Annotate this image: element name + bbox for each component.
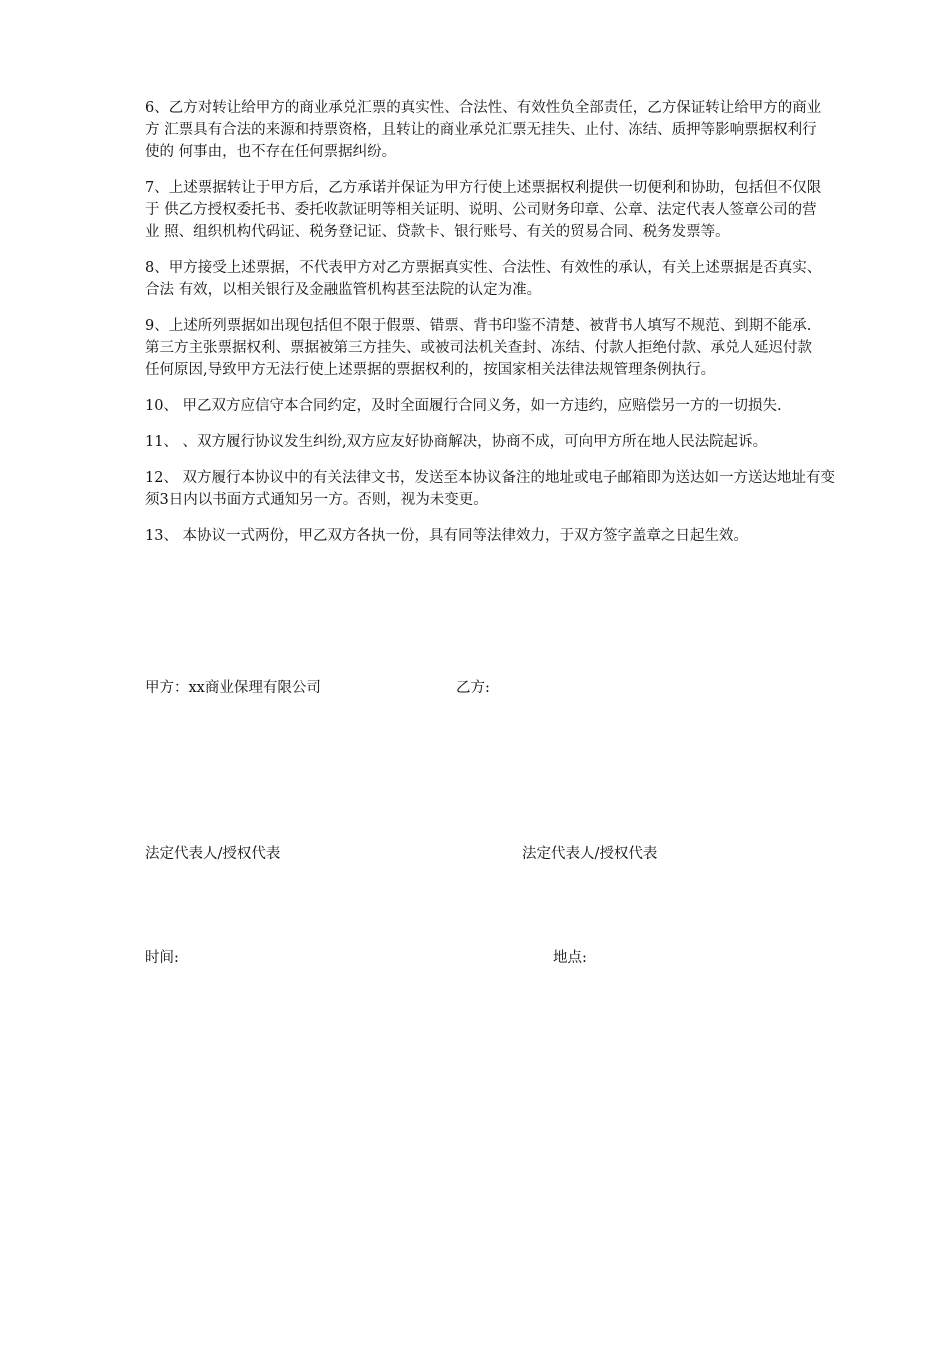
- clause-line: 11、 、双方履行协议发生纠纷,双方应友好协商解决，协商不成，可向甲方所在地人民法院起诉。: [145, 434, 768, 450]
- party-a-representative-label: 法定代表人/授权代表: [145, 846, 281, 862]
- clause-9: [145, 315, 950, 381]
- party-b-representative-label: 法定代表人/授权代表: [522, 846, 658, 862]
- clause-line: 8、甲方接受上述票据，不代表甲方对乙方票据真实性、合法性、有效性的承认，有关上述票据是否真实、: [145, 260, 822, 276]
- clause-line: 使的 何事由，也不存在任何票据纠纷。: [145, 144, 397, 160]
- clause-line: 13、 本协议一式两份，甲乙双方各执一份，具有同等法律效力，于双方签字盖章之日起生效。: [145, 528, 749, 544]
- party-b-label: 乙方:: [456, 680, 490, 696]
- clause-line: 6、乙方对转让给甲方的商业承兑汇票的真实性、合法性、有效性负全部责任，乙方保证转让给甲方的商业: [145, 100, 822, 116]
- clause-11: [145, 431, 950, 453]
- clause-list: [145, 97, 950, 561]
- clause-line: 10、 甲乙双方应信守本合同约定，及时全面履行合同义务，如一方违约，应赔偿另一方的一切损失.: [145, 398, 782, 414]
- clause-line: 方 汇票具有合法的来源和持票资格，且转让的商业承兑汇票无挂失、止付、冻结、质押等影响票据权利行: [145, 122, 817, 138]
- clause-line: 12、 双方履行本协议中的有关法律文书，发送至本协议备注的地址或电子邮箱即为送达如一方送达地址有变: [145, 470, 836, 486]
- clause-line: 7、上述票据转让于甲方后，乙方承诺并保证为甲方行使上述票据权利提供一切便利和协助，包括但不仅限: [145, 180, 822, 196]
- clause-7: [145, 177, 950, 243]
- clause-line: 任何原因,导致甲方无法行使上述票据的票据权利的，按国家相关法律法规管理条例执行。: [145, 362, 716, 378]
- clause-line: 业 照、组织机构代码证、税务登记证、贷款卡、银行账号、有关的贸易合同、税务发票等。: [145, 224, 730, 240]
- clause-10: [145, 395, 950, 417]
- signing-place-label: 地点:: [553, 950, 587, 966]
- clause-line: 第三方主张票据权利、票据被第三方挂失、或被司法机关查封、冻结、付款人拒绝付款、承兑人延迟付款: [145, 340, 812, 356]
- clause-6: [145, 97, 950, 163]
- signing-time-label: 时间:: [145, 950, 179, 966]
- clause-8: [145, 257, 950, 301]
- clause-13: [145, 525, 950, 547]
- clause-12: [145, 467, 950, 511]
- clause-line: 合法 有效，以相关银行及金融监管机构甚至法院的认定为准。: [145, 282, 542, 298]
- clause-line: 9、上述所列票据如出现包括但不限于假票、错票、背书印鉴不清楚、被背书人填写不规范、到期不能承.: [145, 318, 812, 334]
- party-a-label: 甲方：xx商业保理有限公司: [145, 680, 321, 696]
- clause-line: 须3日内以书面方式通知另一方。否则，视为未变更。: [145, 492, 488, 508]
- clause-line: 于 供乙方授权委托书、委托收款证明等相关证明、说明、公司财务印章、公章、法定代表人签章公司的营: [145, 202, 817, 218]
